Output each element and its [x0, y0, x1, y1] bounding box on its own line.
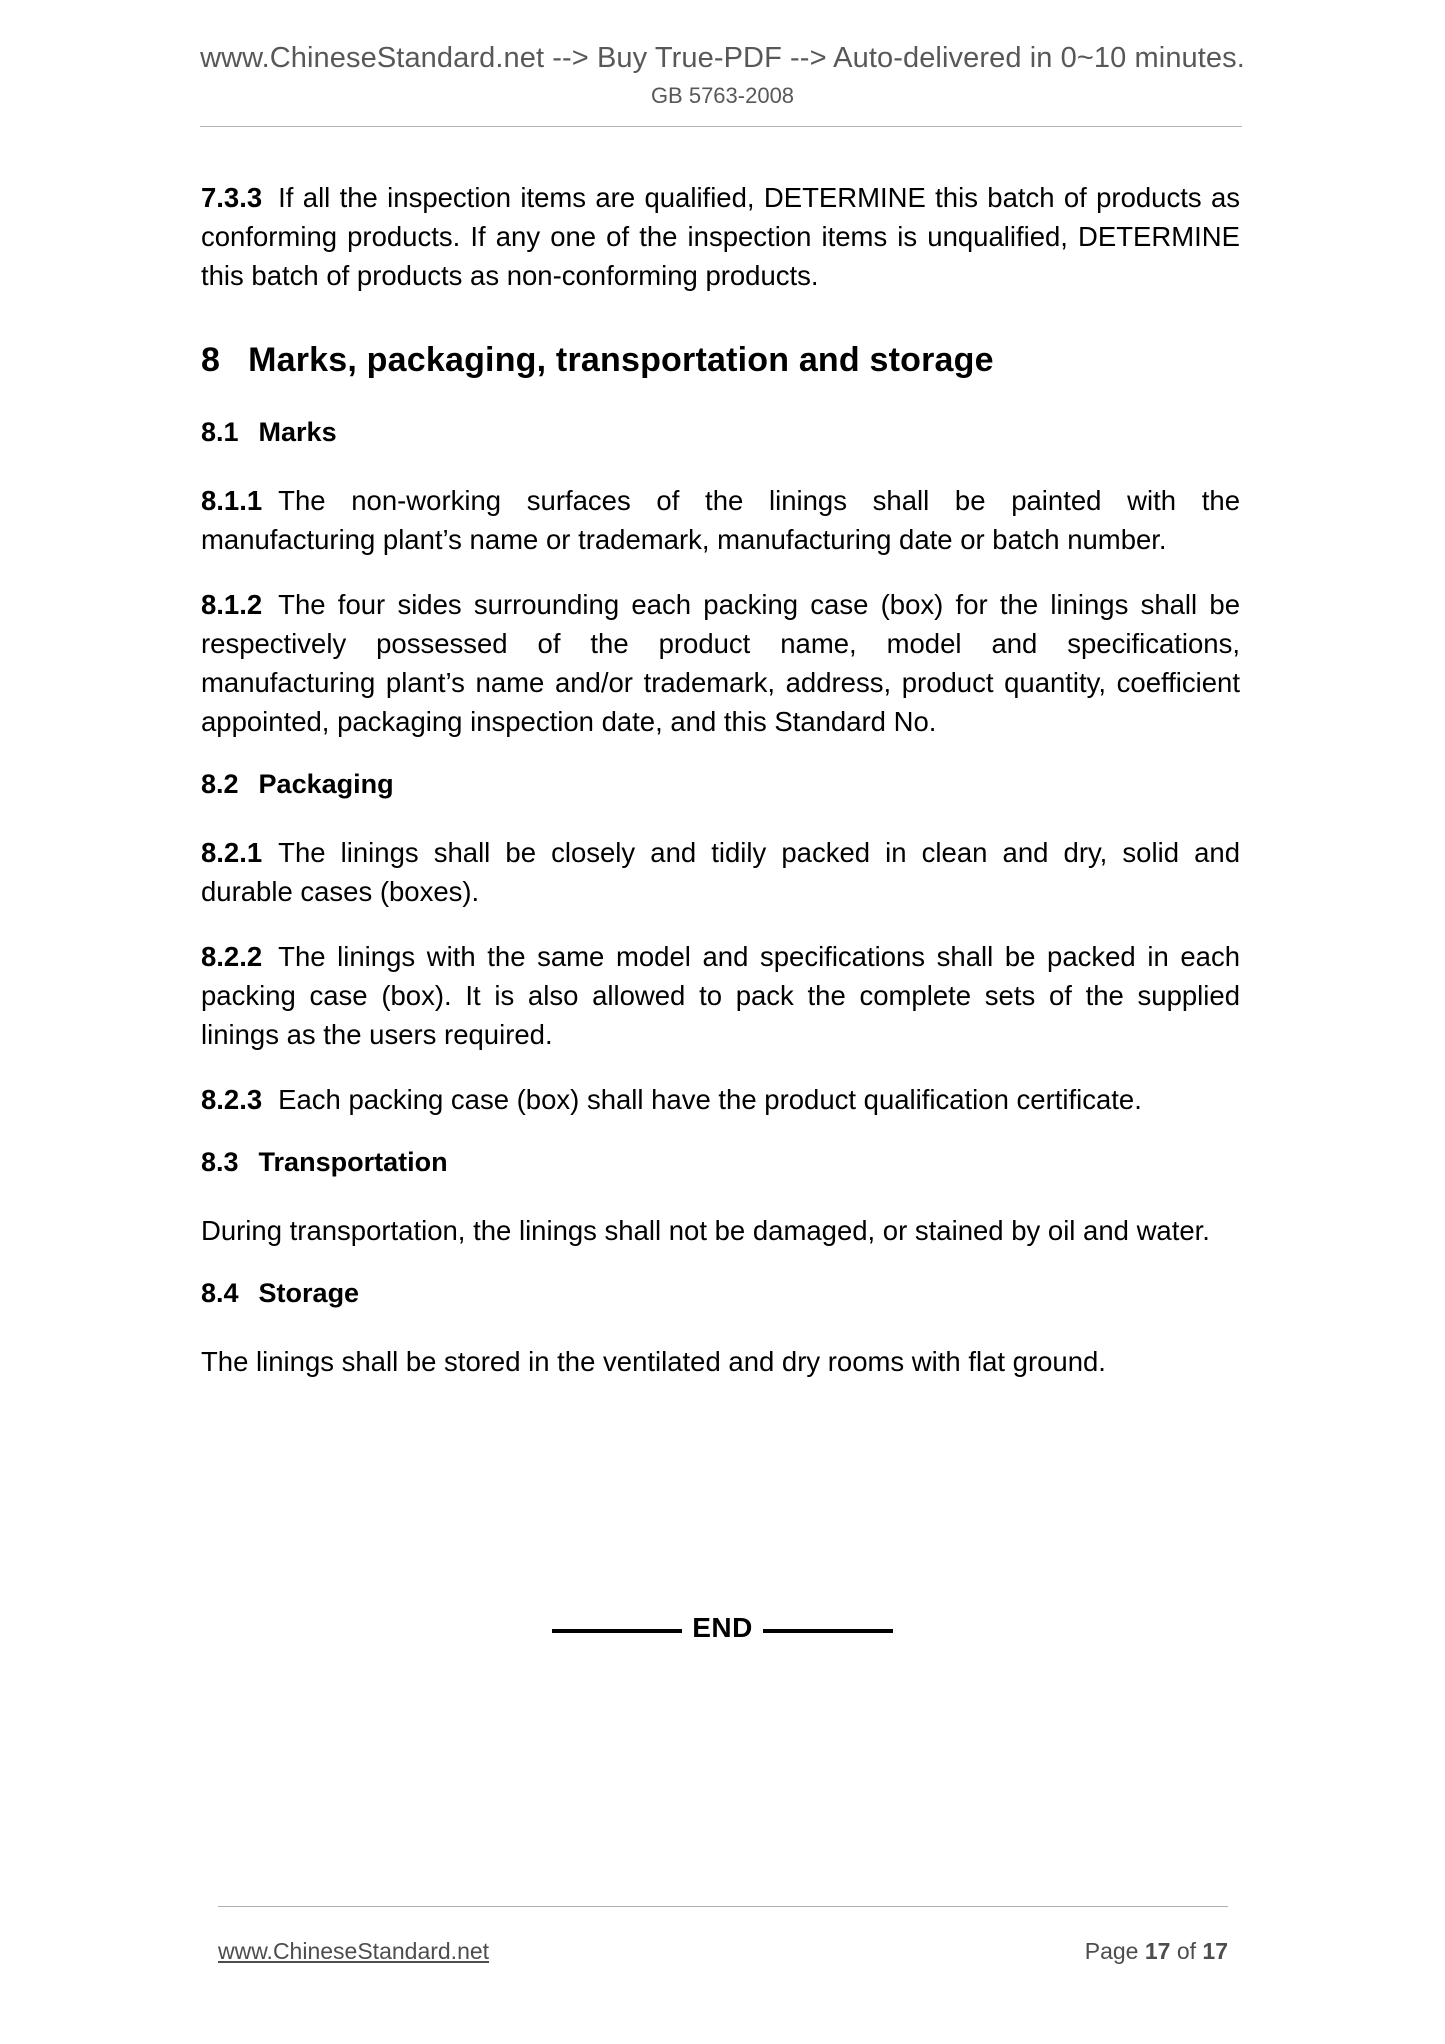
clause-8-1-1-text: The non-working surfaces of the linings shall be painted with the manufacturing plant’s name or trademark, manufacturing date or batch number. — [201, 485, 1240, 555]
section-8-heading — [201, 339, 1240, 381]
clause-8-2-2 — [201, 937, 1240, 1054]
clause-7-3-3-text: If all the inspection items are qualified, DETERMINE this batch of products as conforming products. If any one of the inspection items is unqualified, DETERMINE this batch of products as non-conforming products. — [201, 182, 1240, 291]
clause-8-2-2-number: 8.2.2 — [201, 941, 263, 972]
header-standard-number: GB 5763-2008 — [650, 83, 795, 108]
footer-website-link[interactable]: www.ChineseStandard.net — [218, 1938, 490, 1964]
clause-8-4-body: The linings shall be stored in the ventilated and dry rooms with flat ground. — [201, 1346, 1106, 1377]
clause-8-2-3-text: Each packing case (box) shall have the product qualification certificate. — [278, 1084, 1142, 1115]
subsection-8-4-number: 8.4 — [201, 1278, 239, 1308]
clause-8-2-2-text: The linings with the same model and specifications shall be packed in each packing case (box). It is also allowed to pack the complete sets of the supplied linings as the users required. — [201, 941, 1240, 1050]
section-8-number: 8 — [201, 341, 221, 379]
subsection-8-4-heading — [201, 1276, 1240, 1310]
page-header — [0, 42, 1445, 109]
end-rule-left — [552, 1629, 682, 1633]
clause-8-2-3-number: 8.2.3 — [201, 1084, 263, 1115]
subsection-8-1-title: Marks — [258, 417, 337, 447]
clause-7-3-3 — [201, 178, 1240, 295]
page-footer — [218, 1938, 1228, 1965]
clause-8-1-2-number: 8.1.2 — [201, 589, 263, 620]
footer-page-middle: of — [1176, 1938, 1197, 1964]
clause-8-3-body: During transportation, the linings shall not be damaged, or stained by oil and water. — [201, 1215, 1210, 1246]
subsection-8-4-title: Storage — [258, 1278, 360, 1308]
end-marker-inner — [552, 1612, 893, 1644]
clause-8-1-1 — [201, 481, 1240, 559]
clause-8-1-2-text: The four sides surrounding each packing case (box) for the linings shall be respectively possessed of the product name, model and specifications, manufacturing plant’s name and/or trademark, address, product quantity, coefficient appointed, packaging inspection date, and this Standard No. — [201, 589, 1240, 737]
footer-page-prefix: Page — [1084, 1938, 1139, 1964]
header-promo-text: www.ChineseStandard.net --> Buy True-PDF --> Auto-delivered in 0~10 minutes. — [200, 42, 1245, 74]
footer-page-number — [1085, 1938, 1228, 1965]
footer-divider — [218, 1906, 1228, 1907]
end-label: END — [692, 1612, 753, 1643]
clause-8-2-1-number: 8.2.1 — [201, 837, 263, 868]
header-divider — [200, 126, 1242, 127]
subsection-8-3-title: Transportation — [258, 1147, 448, 1177]
subsection-8-1-number: 8.1 — [201, 417, 239, 447]
document-body — [201, 178, 1240, 1407]
clause-7-3-3-number: 7.3.3 — [201, 182, 263, 213]
end-of-document-marker — [0, 1612, 1445, 1644]
subsection-8-2-number: 8.2 — [201, 769, 239, 799]
subsection-8-2-heading — [201, 767, 1240, 801]
subsection-8-3-heading — [201, 1145, 1240, 1179]
section-8-title: Marks, packaging, transportation and storage — [248, 341, 994, 379]
clause-8-2-3 — [201, 1080, 1240, 1119]
clause-8-2-1 — [201, 833, 1240, 911]
footer-page-total: 17 — [1202, 1938, 1228, 1964]
subsection-8-3-number: 8.3 — [201, 1147, 239, 1177]
subsection-8-1-heading — [201, 415, 1240, 449]
clause-8-1-1-number: 8.1.1 — [201, 485, 263, 516]
clause-8-1-2 — [201, 585, 1240, 741]
end-rule-right — [763, 1629, 893, 1633]
footer-page-current: 17 — [1144, 1938, 1171, 1964]
subsection-8-2-title: Packaging — [258, 769, 394, 799]
clause-8-2-1-text: The linings shall be closely and tidily packed in clean and dry, solid and durable cases (boxes). — [201, 837, 1240, 907]
